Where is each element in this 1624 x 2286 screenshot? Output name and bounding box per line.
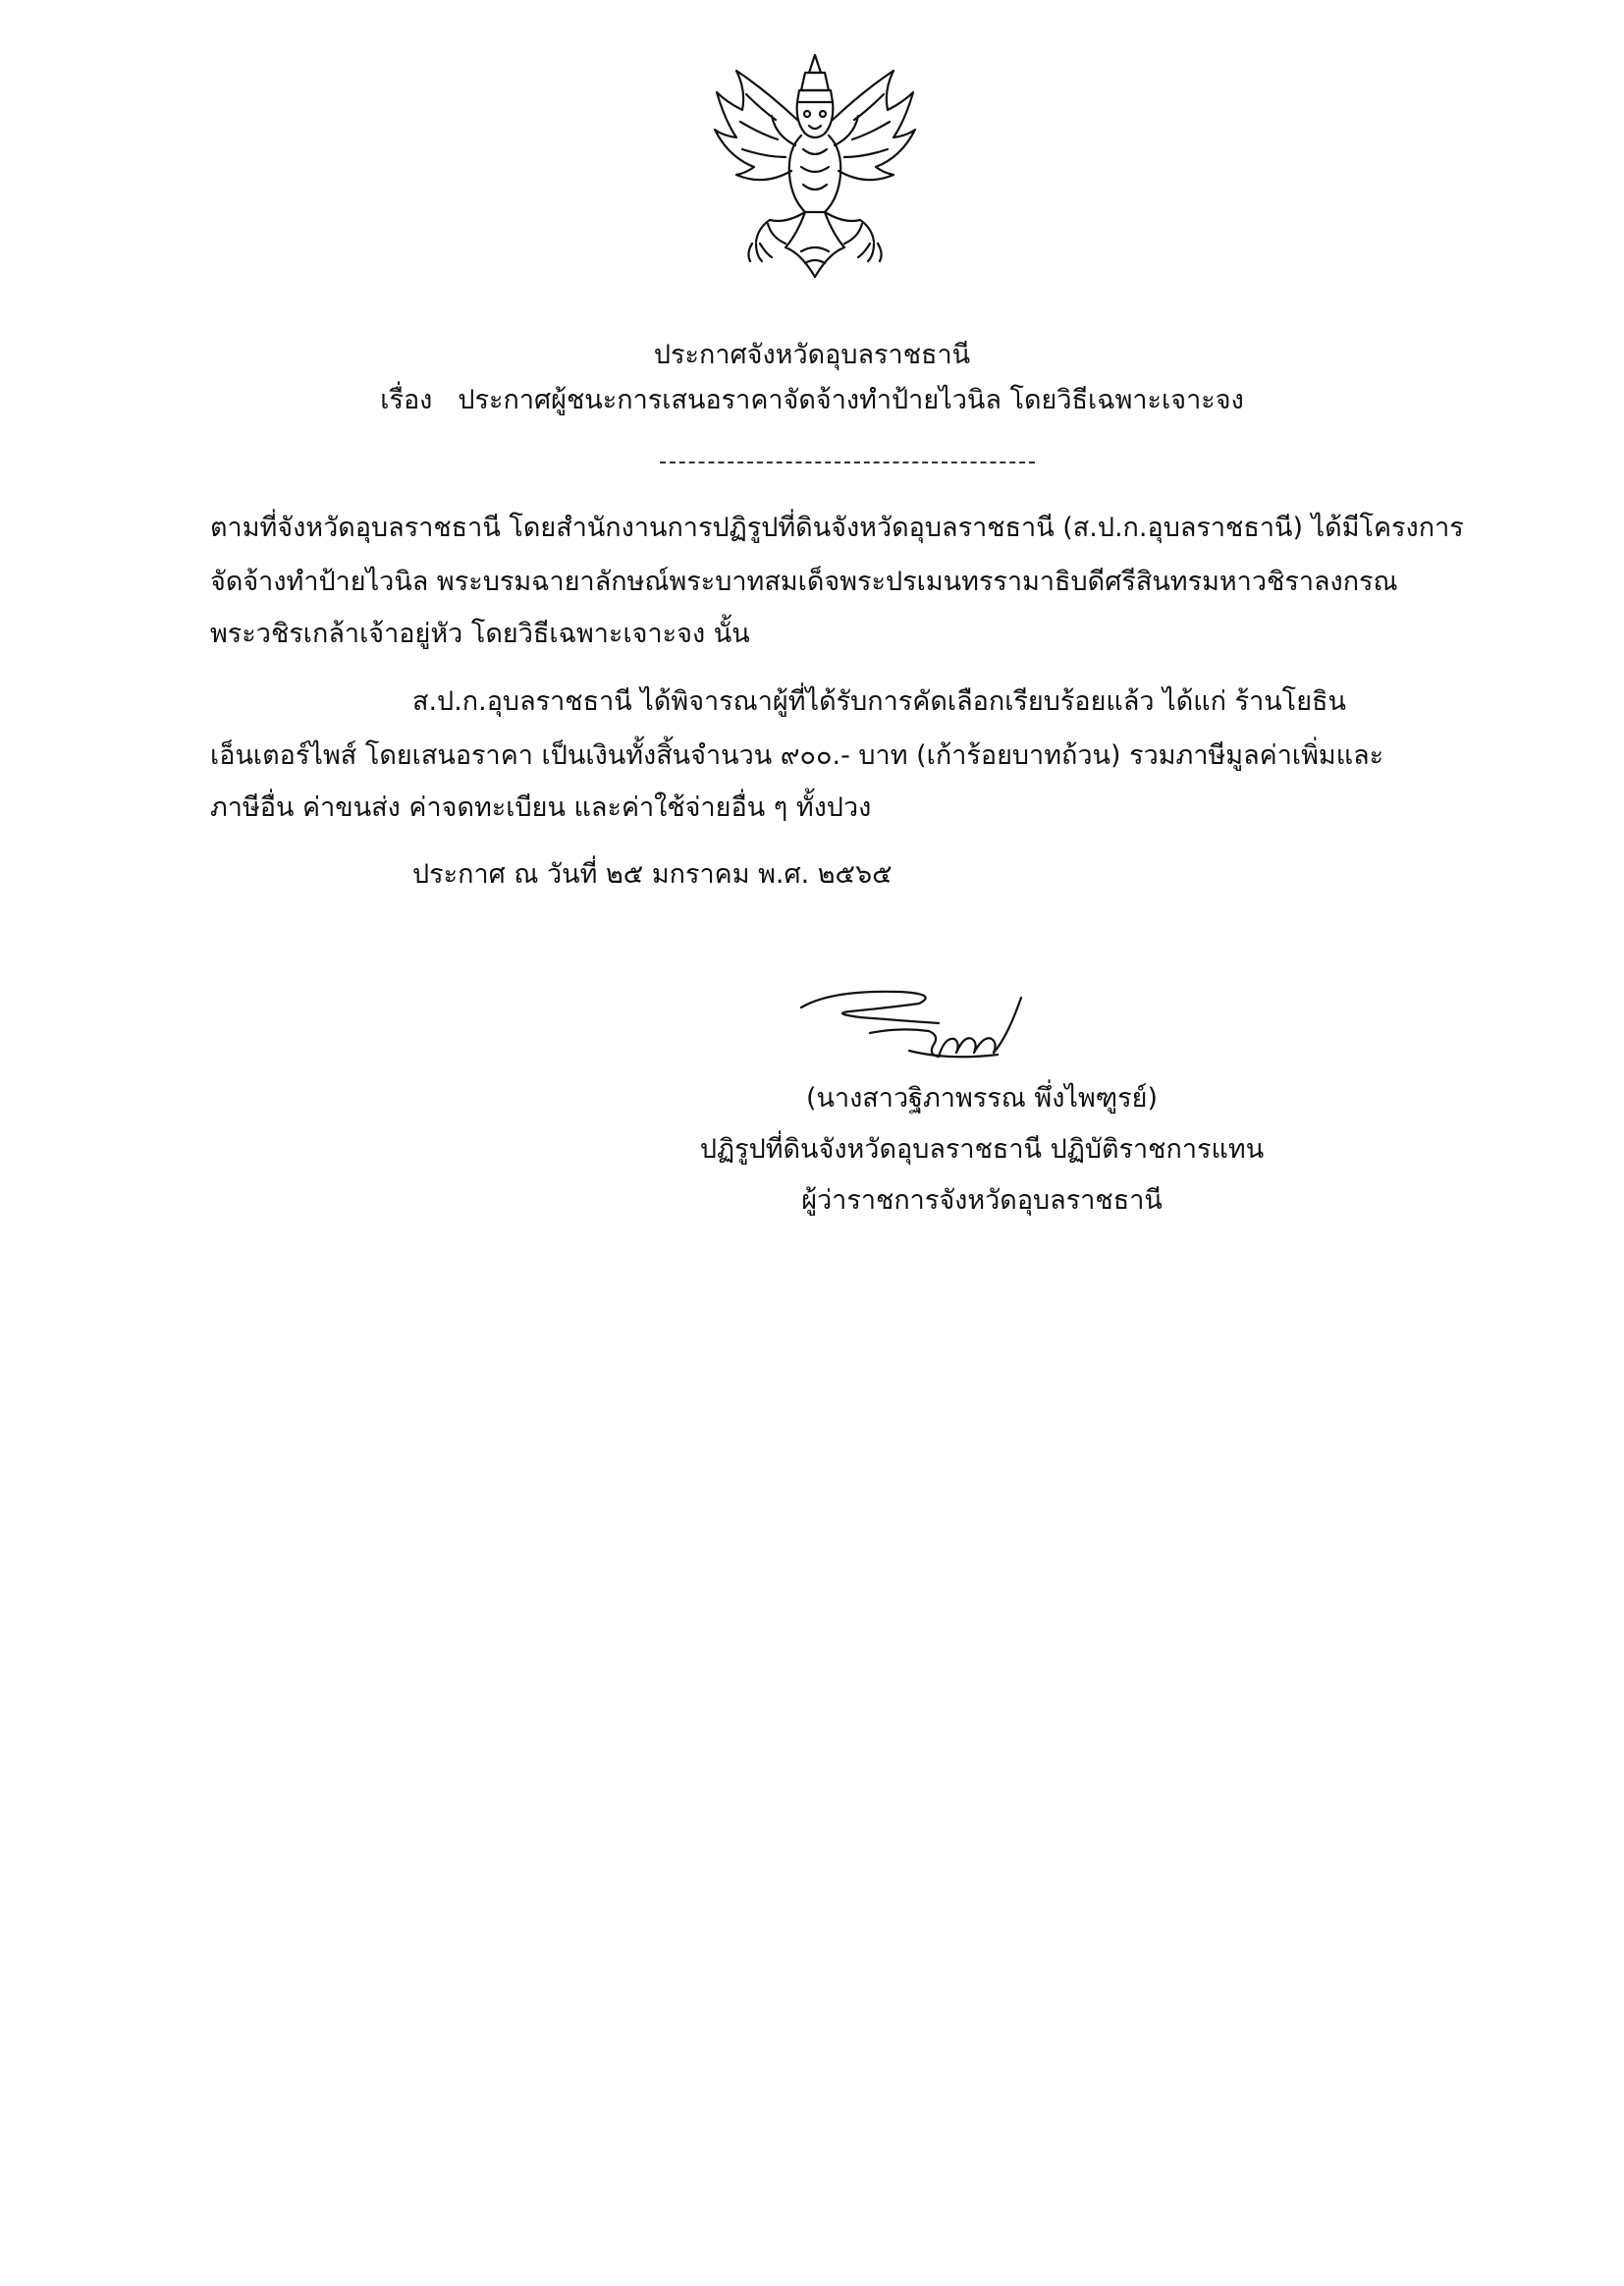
paragraph-2-line-3: ภาษีอื่น ค่าขนส่ง ค่าจดทะเบียน และค่าใช้จ่ายอื่น ๆ ทั้งปวง: [210, 792, 872, 823]
handwritten-signature: [791, 978, 1066, 1076]
document-subject: [0, 383, 1624, 418]
announcement-date: ประกาศ ณ วันที่ ๒๕ มกราคม พ.ศ. ๒๕๖๕: [412, 859, 893, 890]
subject-text: ประกาศผู้ชนะการเสนอราคาจัดจ้างทำป้ายไวนิล โดยวิธีเฉพาะเจาะจง: [458, 385, 1244, 415]
paragraph-1-line-1: ตามที่จังหวัดอุบลราชธานี โดยสำนักงานการปฏิรูปที่ดินจังหวัดอุบลราชธานี (ส.ป.ก.อุบลราชธานี) ได้มีโครงการ: [210, 513, 1464, 543]
signatory-name: (นางสาวฐิภาพรรณ พึ่งไพฑูรย์): [805, 1083, 1159, 1114]
paragraph-1-line-3: พระวชิรเกล้าเจ้าอยู่หัว โดยวิธีเฉพาะเจาะจง นั้น: [210, 619, 750, 649]
document-title: ประกาศจังหวัดอุบลราชธานี: [653, 340, 971, 370]
subject-label: เรื่อง: [380, 385, 433, 415]
signatory-position: ปฏิรูปที่ดินจังหวัดอุบลราชธานี ปฏิบัติราชการแทน: [699, 1134, 1265, 1165]
garuda-emblem-icon: [707, 51, 923, 297]
paragraph-1-line-2: จัดจ้างทำป้ายไวนิล พระบรมฉายาลักษณ์พระบาทสมเด็จพระปรเมนทรรามาธิบดีศรีสินทรมหาวชิราลงกรณ: [210, 567, 1398, 597]
paragraph-2-line-2: เอ็นเตอร์ไพส์ โดยเสนอราคา เป็นเงินทั้งสิ้นจำนวน ๙๐๐.- บาท (เก้าร้อยบาทถ้วน) รวมภาษีมูลค่าเพิ่มและ: [210, 740, 1384, 771]
paragraph-2-line-1: ส.ป.ก.อุบลราชธานี ได้พิจารณาผู้ที่ได้รับการคัดเลือกเรียบร้อยแล้ว ได้แก่ ร้านโยธิน: [412, 686, 1346, 717]
header-divider: [660, 462, 1035, 463]
signatory-position-2: ผู้ว่าราชการจังหวัดอุบลราชธานี: [801, 1185, 1163, 1216]
